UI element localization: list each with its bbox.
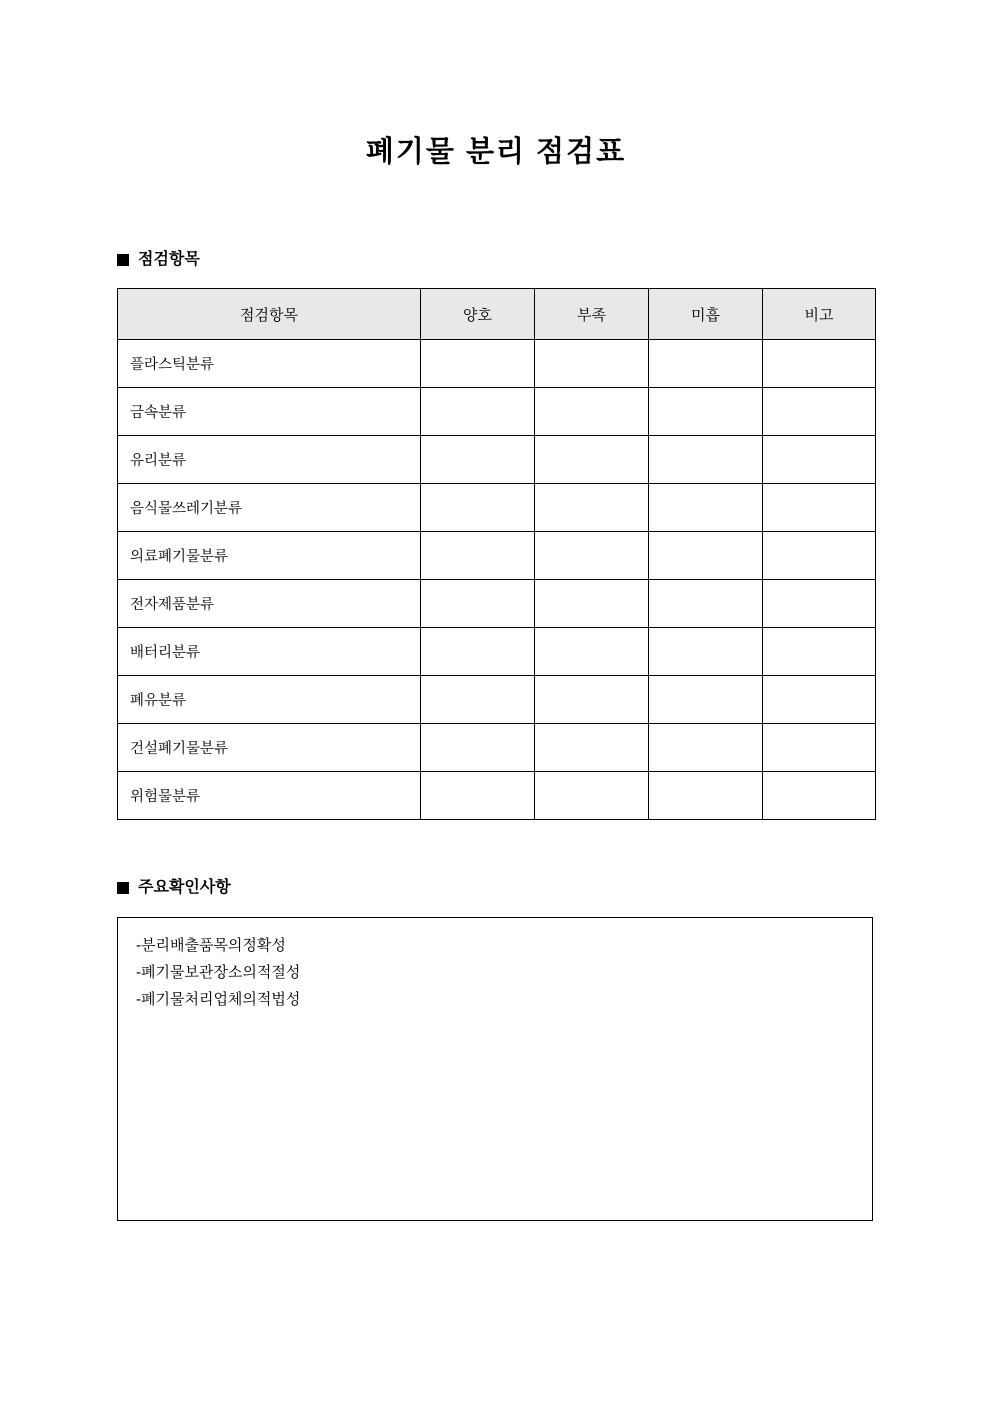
table-header-row: [118, 289, 876, 340]
key-checkpoint-line: -폐기물처리업체의적법성: [136, 991, 301, 1008]
checklist-cell-lacking[interactable]: [535, 532, 649, 580]
checklist-cell-lacking[interactable]: [535, 580, 649, 628]
checklist-item-label: 건설폐기물분류: [118, 724, 421, 772]
checklist-cell-remark[interactable]: [763, 388, 876, 436]
checklist-cell-good[interactable]: [421, 532, 535, 580]
checklist-table-header: [118, 289, 876, 340]
table-row: [118, 628, 876, 676]
checklist-cell-lacking[interactable]: [535, 772, 649, 820]
checklist-cell-remark[interactable]: [763, 628, 876, 676]
checklist-cell-lacking[interactable]: [535, 436, 649, 484]
checklist-cell-good[interactable]: [421, 772, 535, 820]
key-checkpoints-box[interactable]: [117, 917, 873, 1221]
checklist-item-label: 배터리분류: [118, 628, 421, 676]
checklist-cell-poor[interactable]: [649, 772, 763, 820]
checklist-cell-good[interactable]: [421, 628, 535, 676]
checklist-cell-lacking[interactable]: [535, 484, 649, 532]
section-heading-checklist-label: 점검항목: [138, 251, 200, 268]
checklist-cell-good[interactable]: [421, 388, 535, 436]
square-bullet-icon: [117, 882, 129, 894]
table-row: [118, 580, 876, 628]
checklist-item-label: 폐유분류: [118, 676, 421, 724]
table-row: [118, 772, 876, 820]
checklist-cell-remark[interactable]: [763, 676, 876, 724]
checklist-cell-lacking[interactable]: [535, 676, 649, 724]
checklist-cell-good[interactable]: [421, 724, 535, 772]
checklist-cell-remark[interactable]: [763, 484, 876, 532]
checklist-cell-poor[interactable]: [649, 580, 763, 628]
checklist-item-label: 의료폐기물분류: [118, 532, 421, 580]
column-header-good: 양호: [421, 289, 535, 340]
column-header-poor: 미흡: [649, 289, 763, 340]
checklist-cell-good[interactable]: [421, 580, 535, 628]
key-checkpoint-line: -폐기물보관장소의적절성: [136, 964, 301, 981]
checklist-cell-good[interactable]: [421, 484, 535, 532]
table-row: [118, 436, 876, 484]
checklist-item-label: 음식물쓰레기분류: [118, 484, 421, 532]
checklist-table: [117, 288, 876, 820]
page-title: 폐기물 분리 점검표: [365, 136, 627, 168]
table-row: [118, 724, 876, 772]
checklist-cell-poor[interactable]: [649, 484, 763, 532]
section-heading-checklist: [117, 250, 200, 270]
checklist-cell-lacking[interactable]: [535, 388, 649, 436]
checklist-cell-lacking[interactable]: [535, 340, 649, 388]
checklist-cell-lacking[interactable]: [535, 724, 649, 772]
column-header-lacking: 부족: [535, 289, 649, 340]
key-checkpoint-line: -분리배출품목의정확성: [136, 937, 286, 954]
checklist-cell-remark[interactable]: [763, 580, 876, 628]
checklist-cell-poor[interactable]: [649, 532, 763, 580]
checklist-cell-good[interactable]: [421, 676, 535, 724]
table-row: [118, 532, 876, 580]
table-row: [118, 676, 876, 724]
column-header-item: 점검항목: [118, 289, 421, 340]
checklist-cell-good[interactable]: [421, 436, 535, 484]
table-row: [118, 340, 876, 388]
checklist-item-label: 전자제품분류: [118, 580, 421, 628]
table-row: [118, 484, 876, 532]
checklist-item-label: 위험물분류: [118, 772, 421, 820]
checklist-cell-remark[interactable]: [763, 532, 876, 580]
checklist-cell-remark[interactable]: [763, 436, 876, 484]
section-heading-notes-label: 주요확인사항: [138, 879, 231, 896]
square-bullet-icon: [117, 254, 129, 266]
checklist-cell-lacking[interactable]: [535, 628, 649, 676]
checklist-item-label: 플라스틱분류: [118, 340, 421, 388]
table-row: [118, 388, 876, 436]
checklist-cell-poor[interactable]: [649, 436, 763, 484]
checklist-cell-remark[interactable]: [763, 724, 876, 772]
checklist-table-body: [118, 340, 876, 820]
checklist-cell-poor[interactable]: [649, 676, 763, 724]
checklist-cell-poor[interactable]: [649, 340, 763, 388]
checklist-cell-poor[interactable]: [649, 388, 763, 436]
checklist-item-label: 금속분류: [118, 388, 421, 436]
checklist-item-label: 유리분류: [118, 436, 421, 484]
checklist-cell-poor[interactable]: [649, 724, 763, 772]
checklist-cell-remark[interactable]: [763, 772, 876, 820]
checklist-cell-remark[interactable]: [763, 340, 876, 388]
column-header-remark: 비고: [763, 289, 876, 340]
checklist-cell-good[interactable]: [421, 340, 535, 388]
checklist-cell-poor[interactable]: [649, 628, 763, 676]
section-heading-notes: [117, 878, 231, 898]
